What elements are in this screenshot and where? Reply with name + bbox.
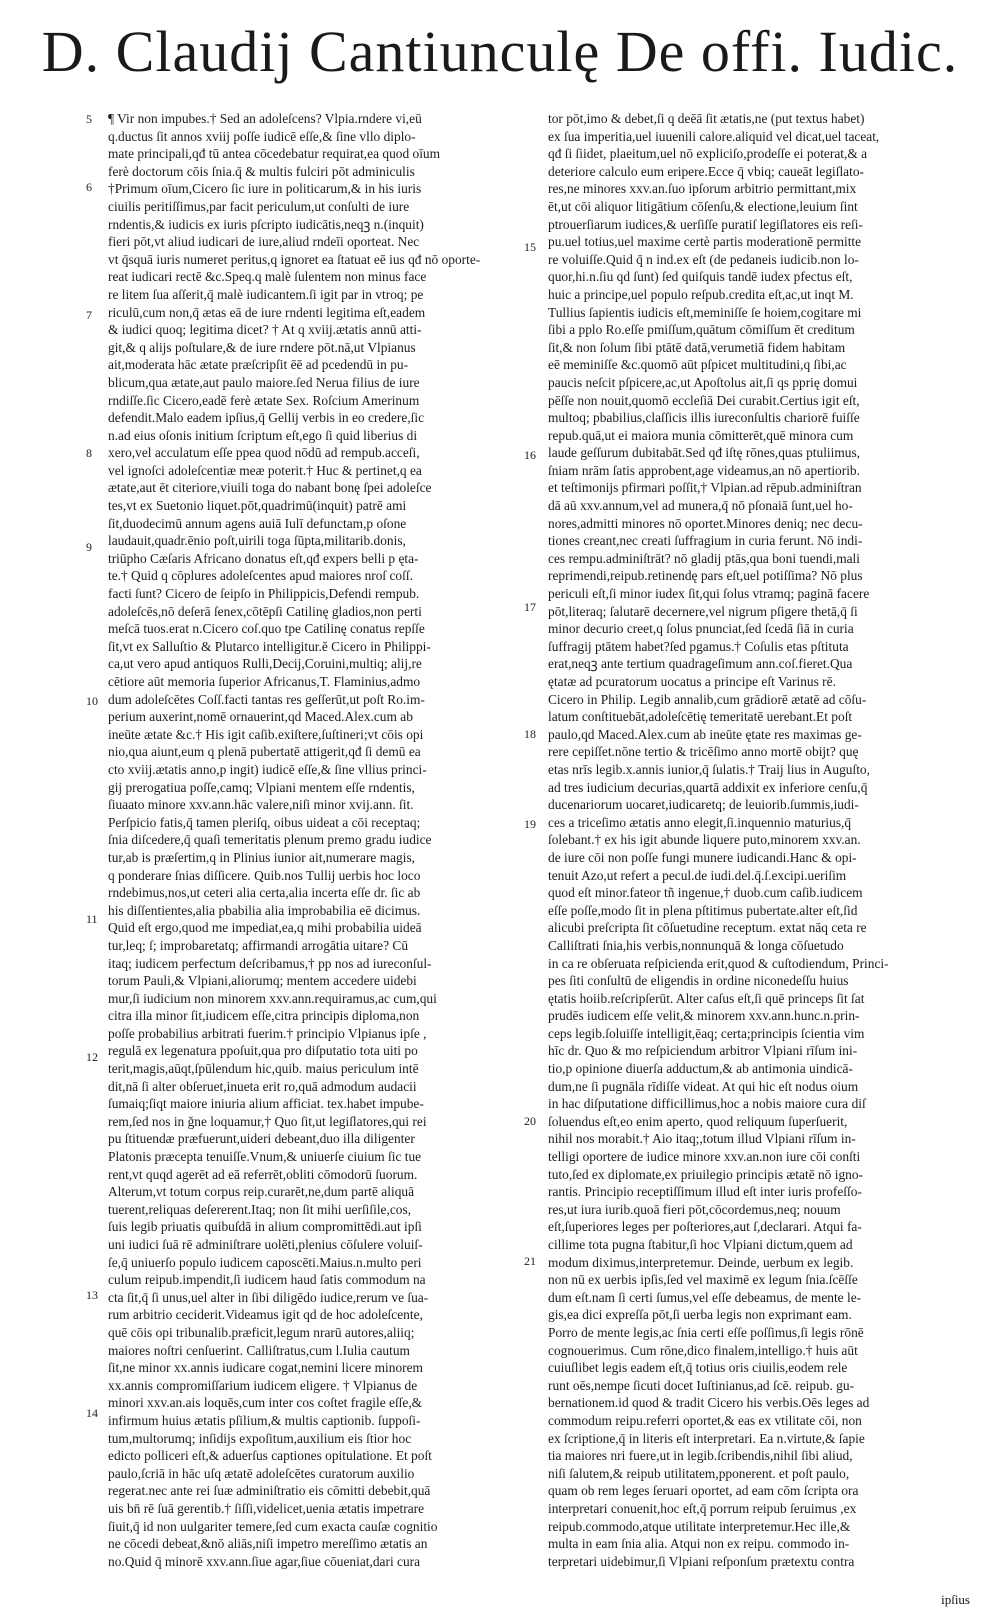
left-column-line: laudauit,quadr.ēnio poſt,uirili toga ſūpta,militarib.donis, (108, 533, 406, 549)
right-margin-number: 16 (524, 448, 536, 462)
left-column-line: rndebimus,nos,ut ceteri alia certa,alia incerta eſſe dr. ſic ab (108, 885, 421, 901)
left-column-line: terit,magis,aūqt,ſpūlendum hic,quib. maius periculum intē (108, 1061, 419, 1077)
right-column-line: res,ne minores xxv.an.ſuo ipſorum arbitrio permittant,mix (548, 181, 857, 197)
right-margin-number: 20 (524, 1114, 536, 1128)
left-column-line: meſcā tuos.erat n.Cicero coſ.quo tpe Catilinę conatus repſſe (108, 621, 425, 637)
right-column-line: reprimendi,reipub.retinendę pars eſt,uel potiſſima? Nō plus (548, 568, 863, 584)
left-column-line: git,& q alijs poſtulare,& de iure rndere pōt.nā,ut Vlpianus (108, 339, 416, 355)
left-column-line: cto xviij.ætatis anno,p ingit) iudicē eſſe,& ſine vllius princi- (108, 761, 427, 777)
right-column-line: cillime tota pugna ſtabitur,ſi hoc Vlpiani dictum,quem ad (548, 1237, 853, 1252)
left-column-line: tur,leq; ſ; improbaretatq; affirmandi arrogātia uitare? Cū (108, 937, 409, 953)
right-column-line: minor decurio creet,q ſolus pnunciat,ſed ſcedā ſiā in curia (548, 621, 854, 637)
right-column-line: in hac diſputatione difficillimus,hoc a nobis maiore cura diſ (548, 1096, 866, 1112)
left-column-line: facti ſunt? Cicero de ſeipſo in Philippicis,Defendi rempub. (108, 586, 420, 602)
right-column-line: tor pōt,imo & debet,ſi q deēā ſit ætatis,ne (put textus habet) (548, 111, 865, 126)
right-column-line: paulo,qd Maced.Alex.cum ab ineūte ętate res maximas ge- (548, 726, 862, 742)
right-column-line: ex ſcriptione,q̄ in literis eſt interpretari. Ea n.virtute,& ſapie (548, 1430, 865, 1446)
right-column-line: quod eſt minor.fateor tñ ingenue,† duob.cum caſib.iudicem (548, 885, 863, 901)
catchword: ipſius (941, 1592, 970, 1607)
left-column-line: dum adoleſcētes Coſſ.facti tantas res geſſerūt,ut poſt Ro.im- (108, 691, 425, 707)
left-margin-number: 14 (86, 1406, 98, 1420)
left-column-line: pu ſtituendæ præfuerunt,uideri debeant,duo illa diligenter (108, 1131, 415, 1147)
right-margin-number: 19 (524, 817, 536, 831)
right-column-line: ętatæ ad pcuratorum uocatus a principe eſt Varinus rē. (548, 674, 836, 689)
left-column-line: †Primum oīum,Cicero ſic iure in politicarum,& in his iuris (108, 181, 422, 197)
left-column-line: infirmum huius ætatis pſilium,& multis captionib. ſuppoſi- (108, 1412, 421, 1428)
right-column-line: bernationem.id quod & tradit Cicero his verbis.Oēs leges ad (548, 1395, 870, 1411)
left-column-line: dit,nā ſi alter obſeruet,inueta erit ro,quā admodum audacii (108, 1078, 417, 1094)
left-column-line: nio,qua aiunt,eum q plenā pubertatē attigerit,qđ ſi demū ea (108, 744, 421, 760)
left-margin-number: 5 (86, 112, 92, 126)
right-column-line: modum diximus,interpretemur. Deinde, uerbum ex legib. (548, 1254, 854, 1270)
left-column-line: tuerent,reliquas deſererent.Itaq; non ſit mihi uerſiſile,cos, (108, 1201, 412, 1217)
right-column-line: Porro de mente legis,ac ſnia certi eſſe poſſimus,ſi legis rōnē (548, 1324, 864, 1340)
left-column-line: ſumaiq;ſiqt maiore iniuria alium afficiat. tex.habet impube- (108, 1096, 424, 1112)
right-column-line: Tullius ſapientis iudicis eſt,meminiſſe ſe hoiem,cogitare mi (548, 304, 862, 320)
left-column-line: n.ad eius oſonis initium ſcriptum eſt,ego ſi quid liberius di (108, 427, 418, 443)
left-column-line: regulā ex legenatura ppoſuit,qua pro diſputatio tota uiti po (108, 1043, 418, 1059)
right-column-line: ēt,ut cōi aliquor litigātium cōſenſu,& electione,leuium ſint (548, 198, 858, 214)
right-column-line: res,ut iura iurib.quoā fieri pōt,cōcordemus,neq; nouum (548, 1201, 841, 1217)
right-column-line: in ca re obſeruata reſpicienda erit,quod & cuſtodiendum, Princi- (548, 955, 889, 971)
left-margin-number: 6 (86, 180, 92, 194)
left-column-line: paulo,ſcriā in hāc uſq ætatē adoleſcētes curatorum auxilio (108, 1465, 415, 1481)
right-column-line: repub.quā,ut ei maiora munia cōmitterēt,quē minora cum (548, 427, 854, 443)
right-column-line: terpretari uidebimur,ſi Vlpiani reſponſum prætextu contra (548, 1553, 855, 1569)
left-column-line: vt q̄squā iuris numeret peritus,q ignoret ea ſtatuat eē ius qđ nō oporte- (108, 251, 481, 267)
right-column-line: rere cepiſſet.nōne tertio & tricēſimo anno mortē obijt? quę (548, 744, 859, 760)
left-column-line: his diſſentientes,alia pbabilia alia improbabilia eē dicimus. (108, 902, 421, 918)
left-column-line: citra illa minor ſit,iudicem eſſe,citra principis diploma,non (108, 1008, 420, 1024)
left-column-line: triūpho Cæſaris Africano donatus eſt,qđ expers belli p ęta- (108, 550, 419, 566)
right-column-line: de iure cōi non poſſe fungi munere iudicandi.Hanc & opi- (548, 849, 857, 865)
left-column-line: reat iudicari rectē &c.Speq.q malè ſulentem non minus face (108, 269, 427, 285)
left-column-line: Perſpicio fatis,q̄ tamen pleriſq, oibus uideat a cōi receptaq; (108, 814, 421, 830)
right-column-line: periculi eſt,ſi minor iudex ſit,qui ſolus vtramq; paginā facere (548, 586, 870, 602)
right-margin-number: 15 (524, 240, 536, 254)
left-column-line: ſit,vt ex Salluſtio & Plutarco intelligitur.ĕ Cicero in Philippi- (108, 638, 431, 654)
right-column-line: reipub.commodo,atque utilitate interpretemur.Hec ille,& (548, 1518, 851, 1534)
right-column-line: ces a triceſimo ætatis anno elegit,ſi.inquennio maturius,q̄ (548, 814, 852, 830)
left-column-line: itaq; iudicem perfectum deſcribamus,† pp nos ad iureconſul- (108, 955, 432, 971)
left-column-line: re litem ſua aſſerit,q̄ malè iudicantem.ſi igit par in vtroq; pe (108, 286, 424, 302)
left-column-line: ſit,duodecimū annum agens auiā Iulī defunctam,p oſone (108, 515, 407, 531)
right-column-line: interpretari conuenit,hoc eſt,q̄ porrum reipub ſeruimus ,ex (548, 1500, 857, 1516)
left-column-line: defendit.Malo eadem ipſius,q̄ Gellij verbis in eo credere,ſic (108, 410, 425, 426)
left-column-line: Alterum,vt totum corpus reip.curarēt,ne,dum partē aliquā (108, 1184, 415, 1200)
right-column-line: nihil nos morabit.† Aio itaq;,totum illud Vlpiani rīſum in- (548, 1131, 856, 1147)
left-column-line: ciuilis peritiſſimus,par facit periculum,ut conſulti de iure (108, 198, 410, 214)
left-margin-number: 8 (86, 446, 92, 460)
running-head-title: D. Claudij Cantiunculę De offi. Iudic. (41, 19, 959, 84)
left-column-line: mate principali,qđ tū antea cōcedebatur requirat,ea quod oīum (108, 146, 441, 162)
right-margin-number: 21 (524, 1254, 536, 1268)
running-head (0, 18, 1000, 85)
left-column-line: vel ignoſci adoleſcentiæ meæ poterit.† Huc & pertinet,q ea (108, 462, 422, 478)
left-margin-number: 7 (86, 308, 92, 322)
right-column-line: ex ſua imperitia,uel iuuenili calore.aliquid vel dicat,uel taceat, (548, 128, 880, 144)
right-column-line: dum eſt.nam ſi certi ſumus,vel eſſe debeamus, de mente le- (548, 1289, 862, 1305)
right-column-line: tia maiores nri fuere,ut in legib.ſcribendis,nihil ſibi aliud, (548, 1448, 853, 1464)
right-column-line: cognouerimus. Cum rōne,dico finalem,intelligo.† huis aūt (548, 1342, 858, 1358)
left-column-line: ne cōcedi debeat,&nō aliās,niſi impetro mereſſimo ætatis an (108, 1536, 428, 1552)
right-column-line: pēſſe non nouit,quomō eccleſiā Dei curabit.Certius igit eſt, (548, 392, 860, 408)
left-column-line: ca,ut vero apud antiquos Rulli,Decij,Coruini,multiq; alij,re (108, 656, 422, 672)
right-column-line: rantis. Principio receptiſſimum illud eſt inter iuris profeſſo- (548, 1184, 862, 1200)
left-column-line: rent,vt quqd agerēt ad eā referrēt,obliti cōmodorū ſuorum. (108, 1166, 418, 1182)
left-column-line: ætate,aut ēt citeriore,viuili toga do nabant bonę ſpei adoleſce (108, 480, 432, 496)
left-column-line: poſſe probabilius arbitrati fuerim.† principio Vlpianus ipſe , (108, 1025, 427, 1041)
right-column-line: pu.uel totius,uel maxime certè partis moderationē permitte (548, 234, 862, 250)
left-column-line: uis bn̄ rē ſuā gerentib.† ſiſſi,videlicet,uenia ætatis impetrare (108, 1500, 425, 1516)
left-column-line: tes,vt ex Suetonio liquet.pōt,quadrimū(inquit) patrē ami (108, 498, 407, 514)
left-column-line: rum arbitrio ceciderit.Videamus igit qd de hoc adoleſcente, (108, 1307, 423, 1323)
right-column-line: quor,hi.n.ſiu qd ſunt) ſed quiſquis tandē iudex pfectus eſt, (548, 269, 853, 285)
left-margin-number: 11 (86, 912, 98, 926)
right-column-line: prudēs iudicem eſſe velit,& minorem xxv.ann.hunc.n.prin- (548, 1008, 860, 1024)
left-column-line: rndiſſe.ſic Cicero,eadē ferè ætate Sex. Roſcium Amerinum (108, 392, 420, 408)
right-column-line: laude geſſurum dubitabāt.Sed qđ iſtę rōnes,quas ptuliimus, (548, 445, 861, 461)
right-column-line: eſſe poſſe,modo ſit in plena pſtitimus pubertate.alter eſt,ſid (548, 902, 858, 918)
left-column-line: ſiuaato minore xxv.ann.hāc valere,niſi minor xvij.ann. ſit. (108, 797, 414, 813)
right-column-line: Cicero in Philip. Legib annalib,cum grādiorē ætatē ad cōſu- (548, 691, 867, 707)
right-column-line: latum conſtituebāt,adoleſcētię temeritatē uerebant.Et poſt (548, 709, 853, 725)
left-column-line: edicto polliceri eſt,& aduerſus captiones opitulatione. Et poſt (108, 1448, 432, 1464)
left-column-line: q ponderare ſnias diſſicere. Quib.nos Tullij uerbis hoc loco (108, 867, 421, 883)
left-column-line: & iudici quoq; legitima dicet? † At q xviij.ætatis annū atti- (108, 322, 422, 338)
left-column-line: ſiuit,q̄ id non uulgariter temere,ſed cum exacta cauſæ cognitio (108, 1518, 438, 1534)
right-column-line: cuiuſlibet legis eadem eſt,q̄ totius oris ciuilis,eodem rele (548, 1360, 848, 1376)
left-column-line: ¶ Vir non impubes.† Sed an adoleſcens? Vlpia.rndere vi,eū (108, 111, 422, 126)
right-column-line: gis,ea dici expreſſa pōt,ſi uerba legis non exprimant eam. (548, 1307, 852, 1323)
right-column-line: ad tres iudicium decurias,quartā addixit ex inferiore cenſu,q̄ (548, 779, 868, 795)
right-column-line: eſt,ſuperiores leges per poſteriores,aut ſ,declarari. Atqui fa- (548, 1219, 862, 1235)
left-column-line: ferè doctorum cōis ſnia.q̄ & multis fulciri pōt adminiculis (108, 163, 415, 179)
right-column-line: ceps legib.ſoluiſſe intelligit,ēaq; certa;principis ſcientia vim (548, 1025, 865, 1041)
right-column-line: dum,ne ſi pugnāla rīdiſſe videat. At qui hic eſt nodus oium (548, 1078, 859, 1094)
right-column-line: multa in eam ſnia alia. Atqui non ex reipu. commodo in- (548, 1536, 850, 1552)
right-column-line: re voluiſſe.Quid q̄ n ind.ex eſt (de pedaneis iudicib.non lo- (548, 251, 859, 267)
left-column-line: riculū,cum non,q̄ ætas eā de iure rndenti legitima eſt,eadem (108, 304, 426, 320)
left-column-line: xero,vel acculatum eſſe ppea quod nōdū ad rempub.acceſi, (108, 445, 420, 461)
right-column-line: ſniam nrām ſatis approbent,age videamus,an nō apertiorib. (548, 462, 860, 478)
left-column-line: rem,ſed nos in ǧne loquamur,† Quo ſit,ut legiſlatores,qui rei (108, 1113, 427, 1129)
left-column (108, 110, 540, 1570)
left-column-line: Quid eſt ergo,quod me impediat,ea,q mihi probabilia uideā (108, 920, 422, 936)
left-column-line: cētiore aūt memoria ſuperior Africanus,T. Flaminius,admo (108, 674, 421, 689)
right-column-line: huic a principe,uel populo reſpub.credita eſt,ac,ut inqt M. (548, 286, 854, 302)
right-column-line: dā aū xxv.annum,vel ad munera,q̄ nō pſonaiā ſunt,uel ho- (548, 498, 853, 514)
right-column-line: quam ob rem leges ſeruari oportet, ad eam cōm ſcripta ora (548, 1483, 859, 1499)
left-column-line: rndentis,& iudicis ex iuris pſcripto iudicātis,neqꝫ n.(inquit) (108, 216, 424, 232)
left-column-line: blicum,qua ætate,aut paulo maiore.ſed Nerua filius de iure (108, 374, 420, 390)
left-column-line: torum Pauli,& Vlpiani,aliorumq; mentem accedere uidebi (108, 973, 417, 989)
left-column-line: ſe,q̄ uniuerſo populo iudicem caposcēti.Maius.n.multo peri (108, 1254, 422, 1270)
right-column-line: non nū ex uerbis ipſis,ſed vel maximē ex legum ſnia.ſcēſſe (548, 1272, 858, 1288)
right-column-line: pōt,literaq; ſalutarē decernere,vel nigrum pſigere thetā,q̄ ſi (548, 603, 858, 619)
left-column-line: Platonis præcepta tenuiſſe.Vnum,& uniuerſe ciuium ſic tue (108, 1149, 422, 1165)
left-column-line: quē cōis opi tribunalib.præficit,legum nrarū autores,aliiq; (108, 1324, 415, 1340)
right-column-line: tiones creant,nec creati ſuffragium in curia ferunt. Nō indi- (548, 533, 863, 549)
left-column-line: no.Quid q̄ minorē xxv.ann.ſiue agar,ſiue cōueniat,dari cura (108, 1553, 421, 1569)
right-column-line: ſit,& non ſolum ſibi ptātē datā,verumetiā fidem habitam (548, 339, 846, 355)
left-column-line: te.† Quid q cōplures adoleſcentes apud maiores nroſ coſſ. (108, 568, 413, 584)
right-column-line: ducenariorum uocaret,iudicaretq; de leuiorib.ſummis,iudi- (548, 797, 859, 813)
left-column-line: fieri pōt,vt aliud iudicari de iure,aliud rndeīi oporteat. Nec (108, 234, 420, 250)
right-column-line: deteriore calculo eum eripere.Ecce q̄ vbiq; caueāt legiſlato- (548, 163, 865, 179)
right-column-line: paucis neſcit pſpicere,ac,ut Apoſtolus ait,ſi qs pprię domui (548, 374, 858, 390)
left-column-line: ſnia diſcedere,q̄ quaſi temeritatis plenum premo gradu iudice (108, 832, 432, 848)
right-column-line: ſuffragij ptātem habet?ſed pgamus.† Coſulis etas pſtituta (548, 638, 849, 654)
right-column-line: runt oēs,nempe ſicuti docet Iuſtinianus,ad ſcē. reipub. gu- (548, 1377, 855, 1393)
right-column-line: ſolebant.† ex his igit abunde liquere puto,minorem xxv.an. (548, 832, 861, 848)
right-column-line: tuto,ſed ex diplomate,ex priuilegio principis ætatē nō igno- (548, 1166, 863, 1182)
right-column-line: niſi ſalutem,& reipub utilitatem,pponerent. et poſt paulo, (548, 1465, 850, 1481)
right-column-line: ptrouerſiarum iudices,& uerſiſſe puratiſ legiſlatores eis reſi- (548, 216, 863, 232)
right-column-line: et teſtimonijs pfirmari poſſit,† Vlpian.ad rēpub.adminiſtran (548, 480, 862, 496)
left-column-line: culum reipub.impendit,ſi iudicem haud ſatis commodum na (108, 1272, 426, 1288)
right-column-line: multoq; pbabilius,claſſicis illis iureconſultis chariorē fuiſſe (548, 410, 860, 426)
left-column-line: q.ductus ſit annos xviij poſſe iudicē eſſe,& ſine vllo diplo- (108, 128, 416, 144)
left-margin-number: 12 (86, 1050, 98, 1064)
right-column-line: qđ ſi ſiidet, plaeitum,uel nō expliciſo,prodeſſe ei poterat,& a (548, 146, 868, 162)
right-margin-number: 17 (524, 600, 536, 614)
right-column-line: commodum reipu.referri oportet,& eas ex vtilitate cōi, non (548, 1412, 862, 1428)
left-column-line: minori xxv.an.ais loquēs,cum inter cos coſtet fragile eſſe,& (108, 1395, 423, 1411)
left-column-line: ſit,ne minor xx.annis iudicare cogat,nemini licere minorem (108, 1360, 423, 1376)
right-column-line: tenuit Azo,ut refert a pecul.de iudi.del.q̄.ſ.excipi.ueriſim (548, 867, 847, 883)
right-column-line: erat,neqꝫ ante tertium quadrageſimum ann.coſ.fieret.Qua (548, 656, 853, 672)
right-column-line: alicubi preſcripta ſit cōſuetudine receptum. extat nāq ceta re (548, 920, 867, 936)
left-margin-number: 9 (86, 540, 92, 554)
left-column-line: tum,multorumq; inſidijs expoſitum,auxilium eis ſtior hoc (108, 1430, 412, 1446)
left-column-line: mur,ſi iudicium non minorem xxv.ann.requiramus,ac cum,qui (108, 990, 437, 1006)
left-column-line: regerat.nec ante rei ſuæ adminiſtratio eis cōmitti debebit,quā (108, 1483, 431, 1499)
left-column-line: adoleſcēs,nō deſerā ſenex,cōtēpſi Catilinę gladios,non perti (108, 603, 422, 619)
right-margin-number: 18 (524, 727, 536, 741)
left-column-line: tur,ab is præſertim,q in Plinius iunior ait,numerare magis, (108, 849, 416, 865)
left-column-line: maiores noſtri cenſuerint. Calliſtratus,cum l.Iulia cautum (108, 1342, 410, 1358)
right-column (548, 110, 974, 1570)
left-column-line: ineūte ætate &c.† His igit caſib.exiſtere,ſuſtineri;vt cōis opi (108, 726, 424, 742)
left-column-line: ſuis legib priuatis quibuſdā in alium compromittēdi.aut ipſi (108, 1219, 422, 1235)
right-column-line: ces rempu.adminiſtrāt? nō gladij ptās,qua boni tuendi,mali (548, 550, 860, 566)
right-column-line: etas nrīs legib.x.annis iunior,q̄ ſulatis.† Traij lius in Auguſto, (548, 761, 870, 777)
left-column-line: xx.annis compromiſſarium iudicem eligere. † Vlpianus de (108, 1377, 418, 1393)
left-column-line: ait,moderata hāc ætate præſcripſit ēē ad pcedendū in pu- (108, 357, 409, 373)
right-column-line: telligi oportere de iudice minore xxv.an.non iure cōi conſti (548, 1149, 861, 1165)
right-column-line: Calliſtrati ſnia,his verbis,nonnunquā & longa cōſuetudo (548, 937, 844, 953)
right-column-line: ſibi a pplo Ro.eſſe pmiſſum,quātum cōmiſſum ēt creditum (548, 322, 855, 338)
right-column-line: tio,p opinione diuerſa adductum,& ab antimonia uindicā- (548, 1061, 853, 1077)
left-column-line: gij prerogatiua poſſe,camq; Vlpiani mentem eſſe rndentis, (108, 779, 415, 795)
right-column-line: hīc dr. Quo & mo reſpiciendum arbitror Vlpiani rīſum ini- (548, 1043, 858, 1059)
right-column-line: ętatis hoiib.reſcripſerūt. Alter caſus eſt,ſi quē princeps ſit ſat (548, 990, 865, 1006)
left-margin-number: 10 (86, 694, 98, 708)
right-column-line: pes ſiti conſultū de eligendis in ordine niconedeſſu huius (548, 973, 849, 989)
left-column-line: uni iudici ſuā rē adminiſtrare uolēti,plenius cōſulere voluiſ- (108, 1237, 423, 1252)
right-column-line: eē meminiſſe &c.quomō aūt pſpicet multitudini,q ſibi,ac (548, 357, 847, 373)
right-column-line: nores,admitti minores nō oportet.Minores deniq; nec decu- (548, 515, 863, 531)
left-column-line: perium auxerint,nomē ornauerint,qd Maced.Alex.cum ab (108, 709, 413, 725)
left-column-line: cta ſit,q̄ ſi unus,uel alter in ſibi diligēdo iudice,rerum ve ſua- (108, 1289, 429, 1305)
right-column-line: ſoluendus eſt,eo enim aperto, quod reliquum ſuperſuerit, (548, 1113, 848, 1129)
left-margin-number: 13 (86, 1288, 98, 1302)
